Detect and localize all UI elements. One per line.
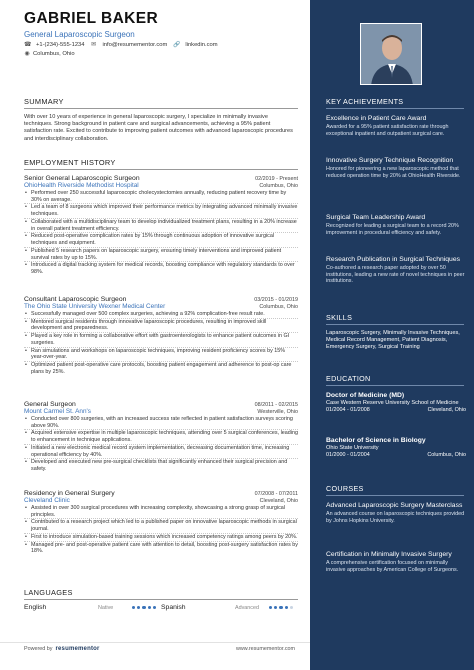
location-pin-icon: ◉ — [24, 51, 30, 57]
job-bullet: • First to introduce simulation-based training sessions which increased competency ratings among peers by 20%. — [24, 534, 298, 542]
phone-icon: ☎ — [24, 42, 32, 48]
email-text[interactable]: info@resumementor.com — [102, 42, 168, 48]
rating-dot — [148, 606, 151, 609]
course-desc: An advanced course on laparoscopic techniques provided by Johns Hopkins University. — [326, 511, 465, 524]
job-bullet: • Managed pre- and post-operative patient care with attention to detail, boosting post-surgery satisfaction rates by 18%. — [24, 542, 298, 555]
job-bullet: • Reduced post-operative complication rates by 15% through continuous adoption of innovative surgical techniques and equipment. — [24, 233, 298, 247]
rating-dot — [142, 606, 145, 609]
powered-by — [24, 646, 100, 652]
rating-dot — [132, 606, 135, 609]
education-item — [326, 392, 466, 414]
rating-dot — [137, 606, 140, 609]
job-title: General Surgeon — [24, 401, 76, 408]
course-desc: A comprehensive certification focused on minimally invasive approaches by American College of Surgeons. — [326, 560, 459, 573]
job-dates: 07/2008 - 07/2011 — [254, 491, 298, 497]
achievement-item — [326, 256, 466, 285]
job-location: Columbus, Ohio — [259, 183, 298, 189]
achievement-desc: Honored for pioneering a new laparoscopic method that reduced operation time by 20% at OhioHealth Riverside. — [326, 166, 461, 179]
achievement-item — [326, 115, 466, 137]
summary-heading: SUMMARY — [24, 97, 298, 109]
location-line — [24, 51, 75, 57]
job-bullet: • Initiated a new electronic medical record system implementation, decreasing documentation time, increasing operational efficiency by 40%. — [24, 445, 298, 459]
rating-dot — [285, 606, 288, 609]
skills-heading: SKILLS — [326, 313, 464, 325]
course-title: Certification in Minimally Invasive Surgery — [326, 551, 452, 558]
email-icon: ✉ — [91, 42, 96, 48]
education-location: Columbus, Ohio — [427, 452, 466, 458]
job-entry — [24, 490, 298, 555]
brand-url[interactable]: www.resumementor.com — [236, 646, 296, 652]
candidate-name: GABRIEL BAKER — [24, 10, 159, 27]
job-title: Consultant Laparoscopic Surgeon — [24, 296, 127, 303]
job-bullet: • Mentored surgical residents through innovative laparoscopic procedures, resulting in improved skill development and preparedness. — [24, 319, 298, 333]
brand-logo: resumementor — [55, 646, 100, 652]
language-rating — [269, 606, 293, 609]
job-entry — [24, 401, 298, 473]
achievement-item — [326, 157, 466, 179]
language-item — [24, 604, 161, 611]
education-item — [326, 437, 466, 459]
rating-dot — [290, 606, 293, 609]
course-item — [326, 502, 466, 524]
language-item — [161, 604, 298, 611]
employment-heading: EMPLOYMENT HISTORY — [24, 158, 298, 170]
profile-photo — [360, 23, 422, 85]
education-degree: Bachelor of Science in Biology — [326, 437, 426, 444]
job-location: Westerville, Ohio — [257, 409, 298, 415]
job-bullets — [24, 311, 298, 376]
education-school: Ohio State University — [326, 445, 379, 451]
summary-text: With over 10 years of experience in general laparoscopic surgery, I specialize in minimally invasive techniques. Strong background in patient care and surgical advancements, achieving a 95% patient satisfaction rate. Excited to contribute to improving patient outcomes with advanced laparoscopic procedures and interdisciplinary collaboration. — [24, 114, 293, 142]
achievement-title: Excellence in Patient Care Award — [326, 115, 427, 122]
achievement-item — [326, 214, 466, 236]
contact-line — [24, 42, 218, 48]
job-dates: 02/2019 - Present — [255, 176, 298, 182]
job-bullet: • Acquired extensive expertise in multiple laparoscopic techniques, attending over 5 surgical conferences, leading to enhancement in technique applications. — [24, 430, 298, 444]
achievement-desc: Recognized for leading a surgical team to a record 20% improvement in procedural efficiency and safety. — [326, 223, 459, 236]
job-company: Cleveland Clinic — [24, 497, 70, 504]
job-dates: 03/2015 - 01/2019 — [254, 297, 298, 303]
job-bullet: • Optimized patient post-operative care protocols, boosting patient engagement and adherence to post-op care plans by 25%. — [24, 362, 298, 375]
job-company: The Ohio State University Wexner Medical Center — [24, 303, 166, 310]
education-location: Cleveland, Ohio — [427, 407, 466, 413]
language-level: Native — [98, 604, 114, 611]
job-company: Mount Carmel St. Ann's — [24, 408, 91, 415]
job-entry — [24, 296, 298, 376]
rating-dot — [153, 606, 156, 609]
job-company: OhioHealth Riverside Methodist Hospital — [24, 182, 139, 189]
education-school: Case Western Reserve University School of Medicine — [326, 400, 459, 406]
job-dates: 08/2011 - 02/2015 — [254, 402, 298, 408]
job-bullet: • Ran simulations and workshops on laparoscopic techniques, improving resident proficiency scores by 15% year-over-year. — [24, 348, 298, 362]
achievement-title: Surgical Team Leadership Award — [326, 214, 426, 221]
achievement-desc: Co-authored a research paper adopted by over 50 institutions, leading a new rate of novel techniques in peer institutions. — [326, 265, 465, 285]
language-name: English — [24, 604, 47, 611]
sidebar — [310, 0, 474, 670]
achievement-title: Research Publication in Surgical Techniques — [326, 256, 461, 263]
job-bullet: • Published 5 research papers on laparoscopic surgery, ensuring timely interventions and improved patient survival rates by up to 15%. — [24, 248, 298, 262]
job-bullet: • Assisted in over 300 surgical procedures with increasing complexity, showcasing a strong grasp of surgical principles. — [24, 505, 298, 519]
language-name: Spanish — [161, 604, 186, 611]
language-rating — [132, 606, 156, 609]
powered-label: Powered by — [24, 646, 53, 652]
linkedin-text[interactable]: linkedin.com — [185, 42, 218, 48]
rating-dot — [269, 606, 272, 609]
languages-list — [24, 604, 298, 611]
job-title: Senior General Laparoscopic Surgeon — [24, 175, 140, 182]
job-title: Residency in General Surgery — [24, 490, 115, 497]
job-bullets — [24, 505, 298, 555]
job-location: Columbus, Ohio — [259, 304, 298, 310]
job-entry — [24, 175, 298, 276]
rating-dot — [274, 606, 277, 609]
link-icon: 🔗 — [173, 42, 181, 48]
education-dates: 01/2004 - 01/2008 — [326, 407, 370, 413]
languages-heading: LANGUAGES — [24, 588, 298, 600]
job-bullet: • Introduced a digital tracking system for medical records, boosting compliance with regulatory standards to over 98%. — [24, 262, 298, 275]
job-bullet: • Played a key role in forming a collaborative effort with gastroenterologists to enhance patient outcomes in GI surgeries. — [24, 333, 298, 347]
job-bullet: • Led a team of 8 surgeons which improved their performance metrics by integrating advanced minimally invasive techniques. — [24, 204, 298, 218]
language-level: Advanced — [235, 604, 259, 611]
education-degree: Doctor of Medicine (MD) — [326, 392, 405, 399]
job-location: Cleveland, Ohio — [259, 498, 298, 504]
achievements-heading: KEY ACHIEVEMENTS — [326, 97, 464, 109]
job-bullet: • Conducted over 800 surgeries, with an increased success rate reflected in patient satisfaction surveys scoring above 90%. — [24, 416, 298, 430]
courses-heading: COURSES — [326, 484, 464, 496]
education-dates: 01/2000 - 01/2004 — [326, 452, 370, 458]
skills-text: Laparoscopic Surgery, Minimally Invasive Techniques, Medical Record Management, Patient Diagnosis, Emergency Surgery, Surgical Training — [326, 330, 460, 350]
job-bullets — [24, 190, 298, 276]
location-text: Columbus, Ohio — [33, 51, 75, 57]
candidate-role: General Laparoscopic Surgeon — [24, 30, 135, 39]
course-title: Advanced Laparoscopic Surgery Masterclass — [326, 502, 463, 509]
job-bullet: • Successfully managed over 500 complex surgeries, achieving a 92% complication-free result rate. — [24, 311, 298, 319]
job-bullet: • Developed and executed new pre-surgical checklists that significantly enhanced their surgical precision and safety. — [24, 459, 298, 472]
job-bullet: • Performed over 250 successful laparoscopic cholecystectomies annually, reducing patient recovery time by 30% on average. — [24, 190, 298, 204]
job-bullet: • Collaborated with a multidisciplinary team to develop individualized treatment plans, resulting in a 20% increase in overall patient treatment efficiency. — [24, 219, 298, 233]
course-item — [326, 551, 466, 573]
achievement-title: Innovative Surgery Technique Recognition — [326, 157, 454, 164]
job-bullet: • Contributed to a research project which led to a published paper on innovative laparoscopic methods in surgical journal. — [24, 519, 298, 533]
phone-text[interactable]: +1-(234)-555-1234 — [36, 42, 85, 48]
education-heading: EDUCATION — [326, 374, 464, 386]
person-silhouette-icon — [361, 24, 422, 85]
rating-dot — [279, 606, 282, 609]
job-bullets — [24, 416, 298, 473]
achievement-desc: Awarded for a 95% patient satisfaction rate through exceptional inpatient and outpatient surgical care. — [326, 124, 449, 137]
